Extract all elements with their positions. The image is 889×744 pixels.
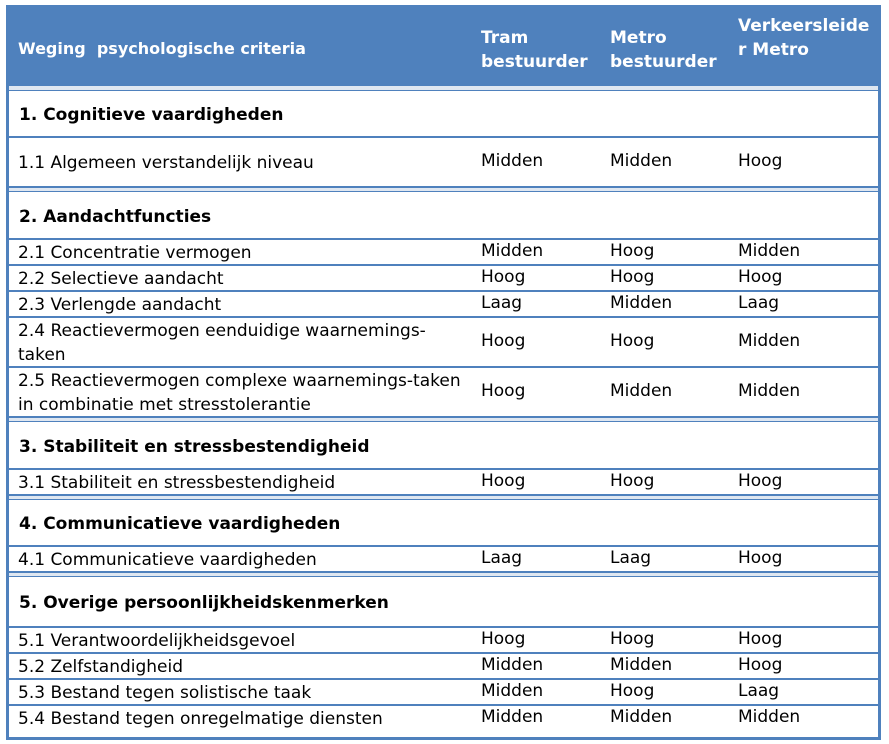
table-row: 2.4 Reactievermogen eenduidige waarnemings-taken Hoog Hoog Midden — [9, 318, 878, 368]
table-row: 5.4 Bestand tegen onregelmatige diensten Midden Midden Midden — [18, 707, 801, 729]
table-row: 3.1 Stabiliteit en stressbestendigheid Hoog Hoog Hoog — [9, 470, 878, 496]
header-metro: Metro bestuurder — [610, 28, 717, 72]
section-title: 2. Aandachtfuncties — [9, 192, 878, 240]
table-row: 5.1 Verantwoordelijkheidsgevoel Hoog Hoog Hoog — [9, 628, 878, 654]
table-row: 4.1 Communicatieve vaardigheden Laag Laag Hoog — [9, 547, 878, 573]
header-verkeersleider: Verkeersleider Metro — [738, 16, 870, 60]
table-row: 2.3 Verlengde aandacht Laag Midden Laag — [9, 292, 878, 318]
table-row: 1.1 Algemeen verstandelijk niveau Midden Midden Hoog — [9, 138, 878, 188]
table-header — [9, 8, 878, 86]
header-tram: Tram bestuurder — [481, 28, 588, 72]
table-row: 2.2 Selectieve aandacht Hoog Hoog Hoog — [9, 266, 878, 292]
table-row: 5.3 Bestand tegen solistische taak Midden Hoog Laag — [9, 680, 878, 706]
table-row: 2.1 Concentratie vermogen Midden Hoog Midden — [9, 240, 878, 266]
table-row: 2.5 Reactievermogen complexe waarnemings-taken in combinatie met stresstolerantie Hoog Midden Midden — [9, 368, 878, 418]
criteria-table — [6, 5, 881, 740]
section-title: 1. Cognitieve vaardigheden — [9, 91, 878, 138]
section-title: 5. Overige persoonlijkheidskenmerken — [9, 577, 878, 628]
table-row: 5.2 Zelfstandigheid Midden Midden Hoog — [9, 654, 878, 680]
header-criteria: Weging psychologische criteria — [18, 39, 306, 58]
section-title: 3. Stabiliteit en stressbestendigheid — [9, 422, 878, 470]
section-title: 4. Communicatieve vaardigheden — [9, 500, 878, 547]
